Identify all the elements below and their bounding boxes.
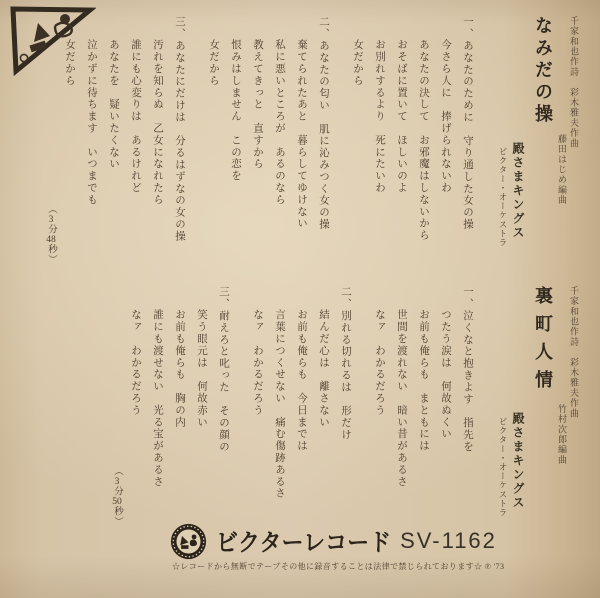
lyric-line: お前も俺らも 今日までは <box>296 309 307 452</box>
duration-min-unit: 分 <box>112 486 122 497</box>
lyric-line: お別れするより 死にたいわ <box>374 39 385 194</box>
song2-arranger: 竹村次郎編曲 <box>557 404 567 466</box>
lyric-line: 三、耐えろと叱った その顔の <box>218 286 229 453</box>
lyric-line: 一、泣くなと抱きよす 指先を <box>462 286 473 453</box>
lyric-line: 笑う眼元は 何故赤い <box>196 309 207 428</box>
song1-title: なみだの操 <box>533 16 553 126</box>
lyric-line: お前も俺らも 胸の内 <box>174 309 185 428</box>
duration-sec-unit: 秒 <box>112 506 122 517</box>
duration-close-paren: ） <box>112 516 122 527</box>
brand-row <box>170 522 497 560</box>
duration-sec-unit: 秒 <box>46 244 56 255</box>
lyric-line: 結んだ心は 離さない <box>318 309 329 428</box>
duration-min-unit: 分 <box>46 224 56 235</box>
lyric-line: 女だから <box>352 39 363 87</box>
footer <box>170 522 505 572</box>
song1-orchestra: ビクター・オーケストラ <box>498 147 508 248</box>
lyric-line: 世間を渡れない 暗い昔があるさ <box>396 309 407 488</box>
victor-records-logotype: ビクターレコード <box>216 528 392 556</box>
lyric-line: 誰にも心変りは あるけれど <box>130 39 141 194</box>
song1-verse-3 <box>58 16 190 270</box>
lyric-line: あなたを 疑いたくない <box>108 39 119 170</box>
copyright-notice <box>172 561 505 572</box>
song2-lyricist-composer: 千家和也作詩 彩木雅夫作曲 <box>569 286 579 419</box>
song2-verse-2 <box>246 286 356 540</box>
duration-open-paren: （ <box>46 204 56 215</box>
lyric-line: 教えてきっと 直すから <box>252 39 263 170</box>
song1-artist: 殿さまキングス <box>511 142 525 240</box>
lyric-line: 言葉につくせない 痛む傷跡あるさ <box>274 309 285 500</box>
song2-orchestra: ビクター・オーケストラ <box>498 417 508 518</box>
corner-c-mark <box>20 54 27 61</box>
duration-seconds: 48 <box>46 234 56 244</box>
duration-seconds: 50 <box>112 496 122 506</box>
lyric-line: 恨みはしません この恋を <box>230 39 241 182</box>
song2-credits <box>556 286 580 540</box>
copyright-text: ☆レコードから無断でテープその他に録音することは法律で禁じられております☆ <box>172 562 483 571</box>
victor-dog-gramophone-disc-logo <box>170 523 207 560</box>
catalog-number: SV-1162 <box>400 528 497 553</box>
duration-open-paren: （ <box>112 466 122 477</box>
lyric-line: あなたの決して お邪魔はしないから <box>418 39 429 242</box>
song2-verse-1 <box>368 286 478 540</box>
dog-head-icon <box>192 534 197 539</box>
song1-arranger: 藤田はじめ編曲 <box>557 134 567 206</box>
song2-title: 裏町人情 <box>533 286 553 398</box>
duration-minutes: 3 <box>114 476 120 486</box>
lyric-line: お前も俺らも まともには <box>418 309 429 452</box>
song2-artist: 殿さまキングス <box>511 412 525 510</box>
p-in-circle-mark: ℗ <box>484 562 492 571</box>
lyric-line: 泣かずに待ちます いつまでも <box>86 39 97 206</box>
lyric-line: おそばに置いて ほしいのよ <box>396 39 407 194</box>
lyric-line: 女だから <box>208 39 219 87</box>
song1-lyricist-composer: 千家和也作詩 彩木雅夫作曲 <box>569 16 579 149</box>
song1-verse-2 <box>202 16 334 270</box>
lyric-line: 二、別れる切れるは 形だけ <box>340 286 351 441</box>
lyric-line: なァ わかるだろう <box>374 309 385 417</box>
gramophone-box-icon <box>181 545 188 549</box>
lyric-line: なァ わかるだろう <box>252 309 263 417</box>
lyric-line: つたう涙は 何故ぬくい <box>440 309 451 440</box>
lyric-line: 棄てられたあと 暮らしてゆけない <box>296 39 307 230</box>
lyric-line: 汚れを知らぬ 乙女になれたら <box>152 39 163 206</box>
duration-close-paren: ） <box>46 254 56 265</box>
song1-verse-1 <box>346 16 478 270</box>
song1-credits <box>556 16 580 270</box>
lyric-line: 女だから <box>64 39 75 87</box>
song2-duration <box>110 286 124 540</box>
song1-duration <box>44 16 58 270</box>
song-section-uramachi-ninjo <box>110 286 580 540</box>
lyric-line: 三、あなたにだけは 分るはずなの女の操 <box>174 16 185 243</box>
lyric-line: 二、あなたの匂い 肌に沁みつく女の操 <box>318 16 329 231</box>
lyric-line: 今さら人に 捧げられないわ <box>440 39 451 194</box>
copyright-year: '73 <box>493 562 505 571</box>
song-section-namida-no-misao <box>44 16 580 270</box>
lyric-line: 一、あなたのために 守り通した女の操 <box>462 16 473 231</box>
lyric-line: 私に悪いところが あるのなら <box>274 39 285 206</box>
song2-artist-block <box>496 286 526 540</box>
song2-verse-3 <box>124 286 234 540</box>
song1-artist-block <box>496 16 526 270</box>
lyric-line: 誰にも渡せない 光る宝があるさ <box>152 309 163 488</box>
lyric-line: なァ わかるだろう <box>130 309 141 417</box>
duration-minutes: 3 <box>48 214 54 224</box>
